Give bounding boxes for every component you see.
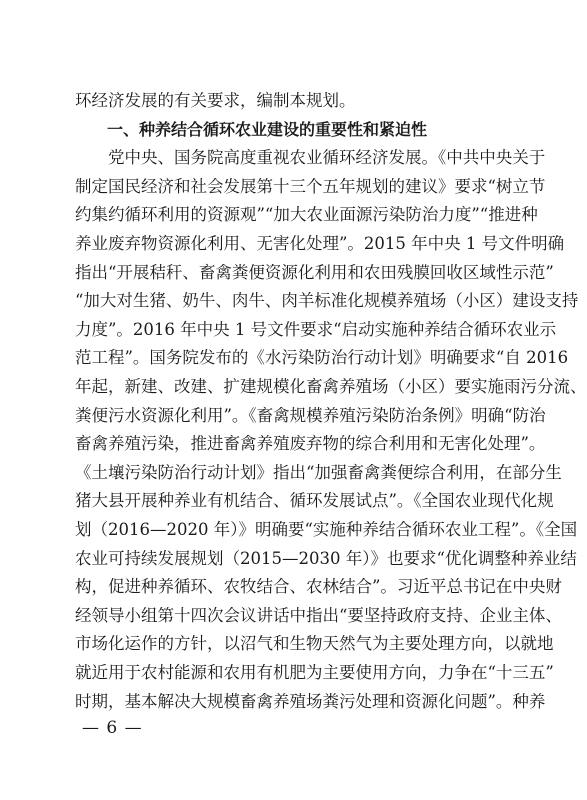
text-line: 指出“开展秸秆、畜禽粪便资源化利用和农田残膜回收区域性示范” [75,262,554,282]
text-line: 粪便污水资源化利用”。《畜禽规模养殖污染防治条例》明确“防治 [75,405,546,425]
text-line: 划（2016—2020 年）》明确要“实施种养结合循环农业工程”。《全国 [75,520,578,539]
text-line: 时期，基本解决大规模畜禽养殖场粪污处理和资源化问题”。种养 [75,691,546,711]
text-line: 构，促进种养循环、农牧结合、农林结合”。习近平总书记在中央财 [75,577,562,597]
text-line: 制定国民经济和社会发展第十三个五年规划的建议》要求“树立节 [75,176,546,196]
section-heading: 一、种养结合循环农业建设的重要性和紧迫性 [75,119,428,139]
text-line: 经领导小组第十四次会议讲话中指出“要坚持政府支持、企业主体、 [75,605,562,625]
text-line: 环经济发展的有关要求，编制本规划。 [75,91,356,110]
text-line: 畜禽养殖污染，推进畜禽养殖废弃物的综合利用和无害化处理”。 [75,434,546,454]
text-line: 市场化运作的方针，以沼气和生物天然气为主要处理方向，以就地 [75,634,554,654]
text-line: 就近用于农村能源和农用有机肥为主要使用方向，力争在“十三五” [75,663,554,682]
text-line: 党中央、国务院高度重视农业循环经济发展。《中共中央关于 [75,148,546,168]
text-line: “加大对生猪、奶牛、肉牛、肉羊标准化规模养殖场（小区）建设支持 [75,291,579,311]
text-line: 养业废弃物资源化利用、无害化处理”。2015 年中央 1 号文件明确 [75,234,565,253]
text-line: 力度”。2016 年中央 1 号文件要求“启动实施种养结合循环农业示 [75,319,557,339]
text-line: 猪大县开展种养业有机结合、循环发展试点”。《全国农业现代化规 [75,491,554,511]
text-line: 年起，新建、改建、扩建规模化畜禽养殖场（小区）要实施雨污分流、 [75,377,587,396]
text-line: 《土壤污染防治行动计划》指出“加强畜禽粪便综合利用，在部分生 [75,462,562,482]
text-line: 农业可持续发展规划（2015—2030 年）》也要求“优化调整种养业结 [75,548,577,568]
text-line: 约集约循环利用的资源观”“加大农业面源污染防治力度”“推进种 [75,205,538,225]
page-number: — 6 — [82,718,143,738]
text-line: 范工程”。国务院发布的《水污染防治行动计划》明确要求“自 2016 [75,348,569,368]
